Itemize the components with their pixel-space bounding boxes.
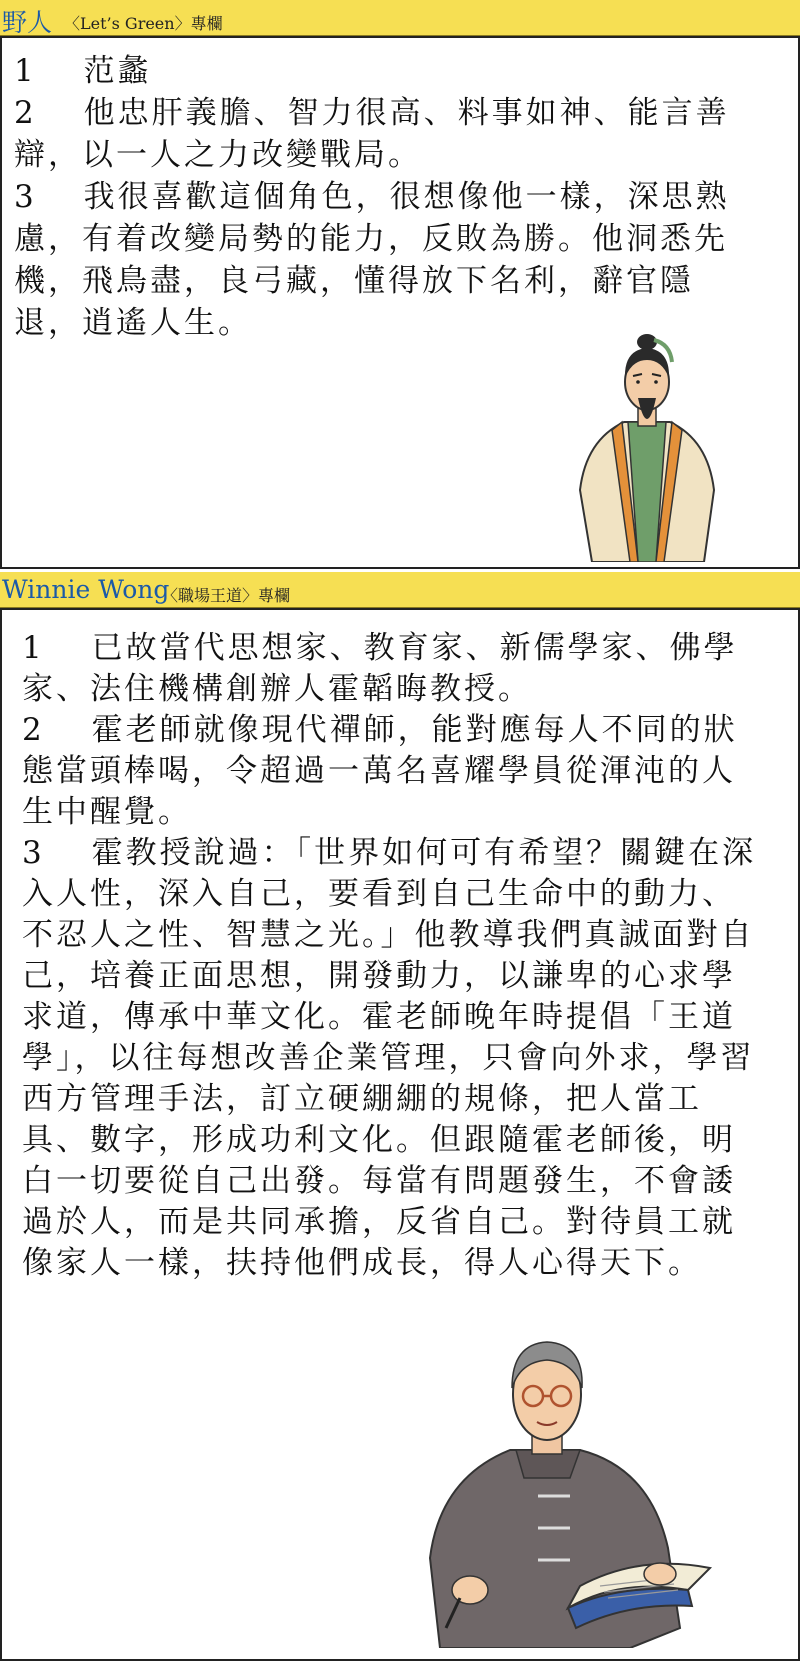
fan-li-illustration — [572, 330, 722, 562]
answer-2: 2 霍老師就像現代禪師，能對應每人不同的狀態當頭棒喝，令超過一萬名喜耀學員從渾沌的人生中醒覺。 — [22, 712, 738, 830]
answer-1: 1 已故當代思想家、教育家、新儒學家、佛學家、法住機構創辦人霍韜晦教授。 — [22, 630, 738, 707]
answer-1: 1 范蠡 — [14, 53, 152, 89]
author-name: 野人 — [2, 8, 53, 36]
answer-2: 2 他忠肝義膽、智力很高、料事如神、能言善辯，以一人之力改變戰局。 — [14, 95, 730, 173]
column-text — [22, 628, 767, 1284]
column-header-1 — [0, 0, 800, 36]
column-header-2 — [0, 572, 800, 608]
column-panel-2 — [0, 608, 800, 1661]
column-text — [14, 50, 744, 344]
answer-3: 3 我很喜歡這個角色，很想像他一樣，深思熟慮，有着改變局勢的能力，反敗為勝。他洞悉先機，飛鳥盡，良弓藏，懂得放下名利，辭官隱退，逍遙人生。 — [14, 179, 730, 341]
professor-illustration — [420, 1328, 730, 1648]
column-name: 〈Let’s Green〉專欄 — [64, 14, 223, 33]
author-name: Winnie Wong — [2, 575, 170, 604]
column-name: 〈職場王道〉專欄 — [162, 586, 291, 605]
column-panel-1 — [0, 36, 800, 569]
answer-3: 3 霍教授說過：「世界如何可有希望？關鍵在深入人性，深入自己，要看到自己生命中的動力、不忍人之性、智慧之光。」他教導我們真誠面對自己，培養正面思想，開發動力，以謙卑的心求學求道，傳承中華文化。霍老師晚年時提倡「王道學」，以往每想改善企業管理，只會向外求，學習西方管理手法，訂立硬綳綳的規條，把人當工具、數字，形成功利文化。但跟隨霍老師後，明白一切要從自己出發。每當有問題發生，不會諉過於人，而是共同承擔，反省自己。對待員工就像家人一樣，扶持他們成長，得人心得天下。 — [22, 835, 757, 1281]
